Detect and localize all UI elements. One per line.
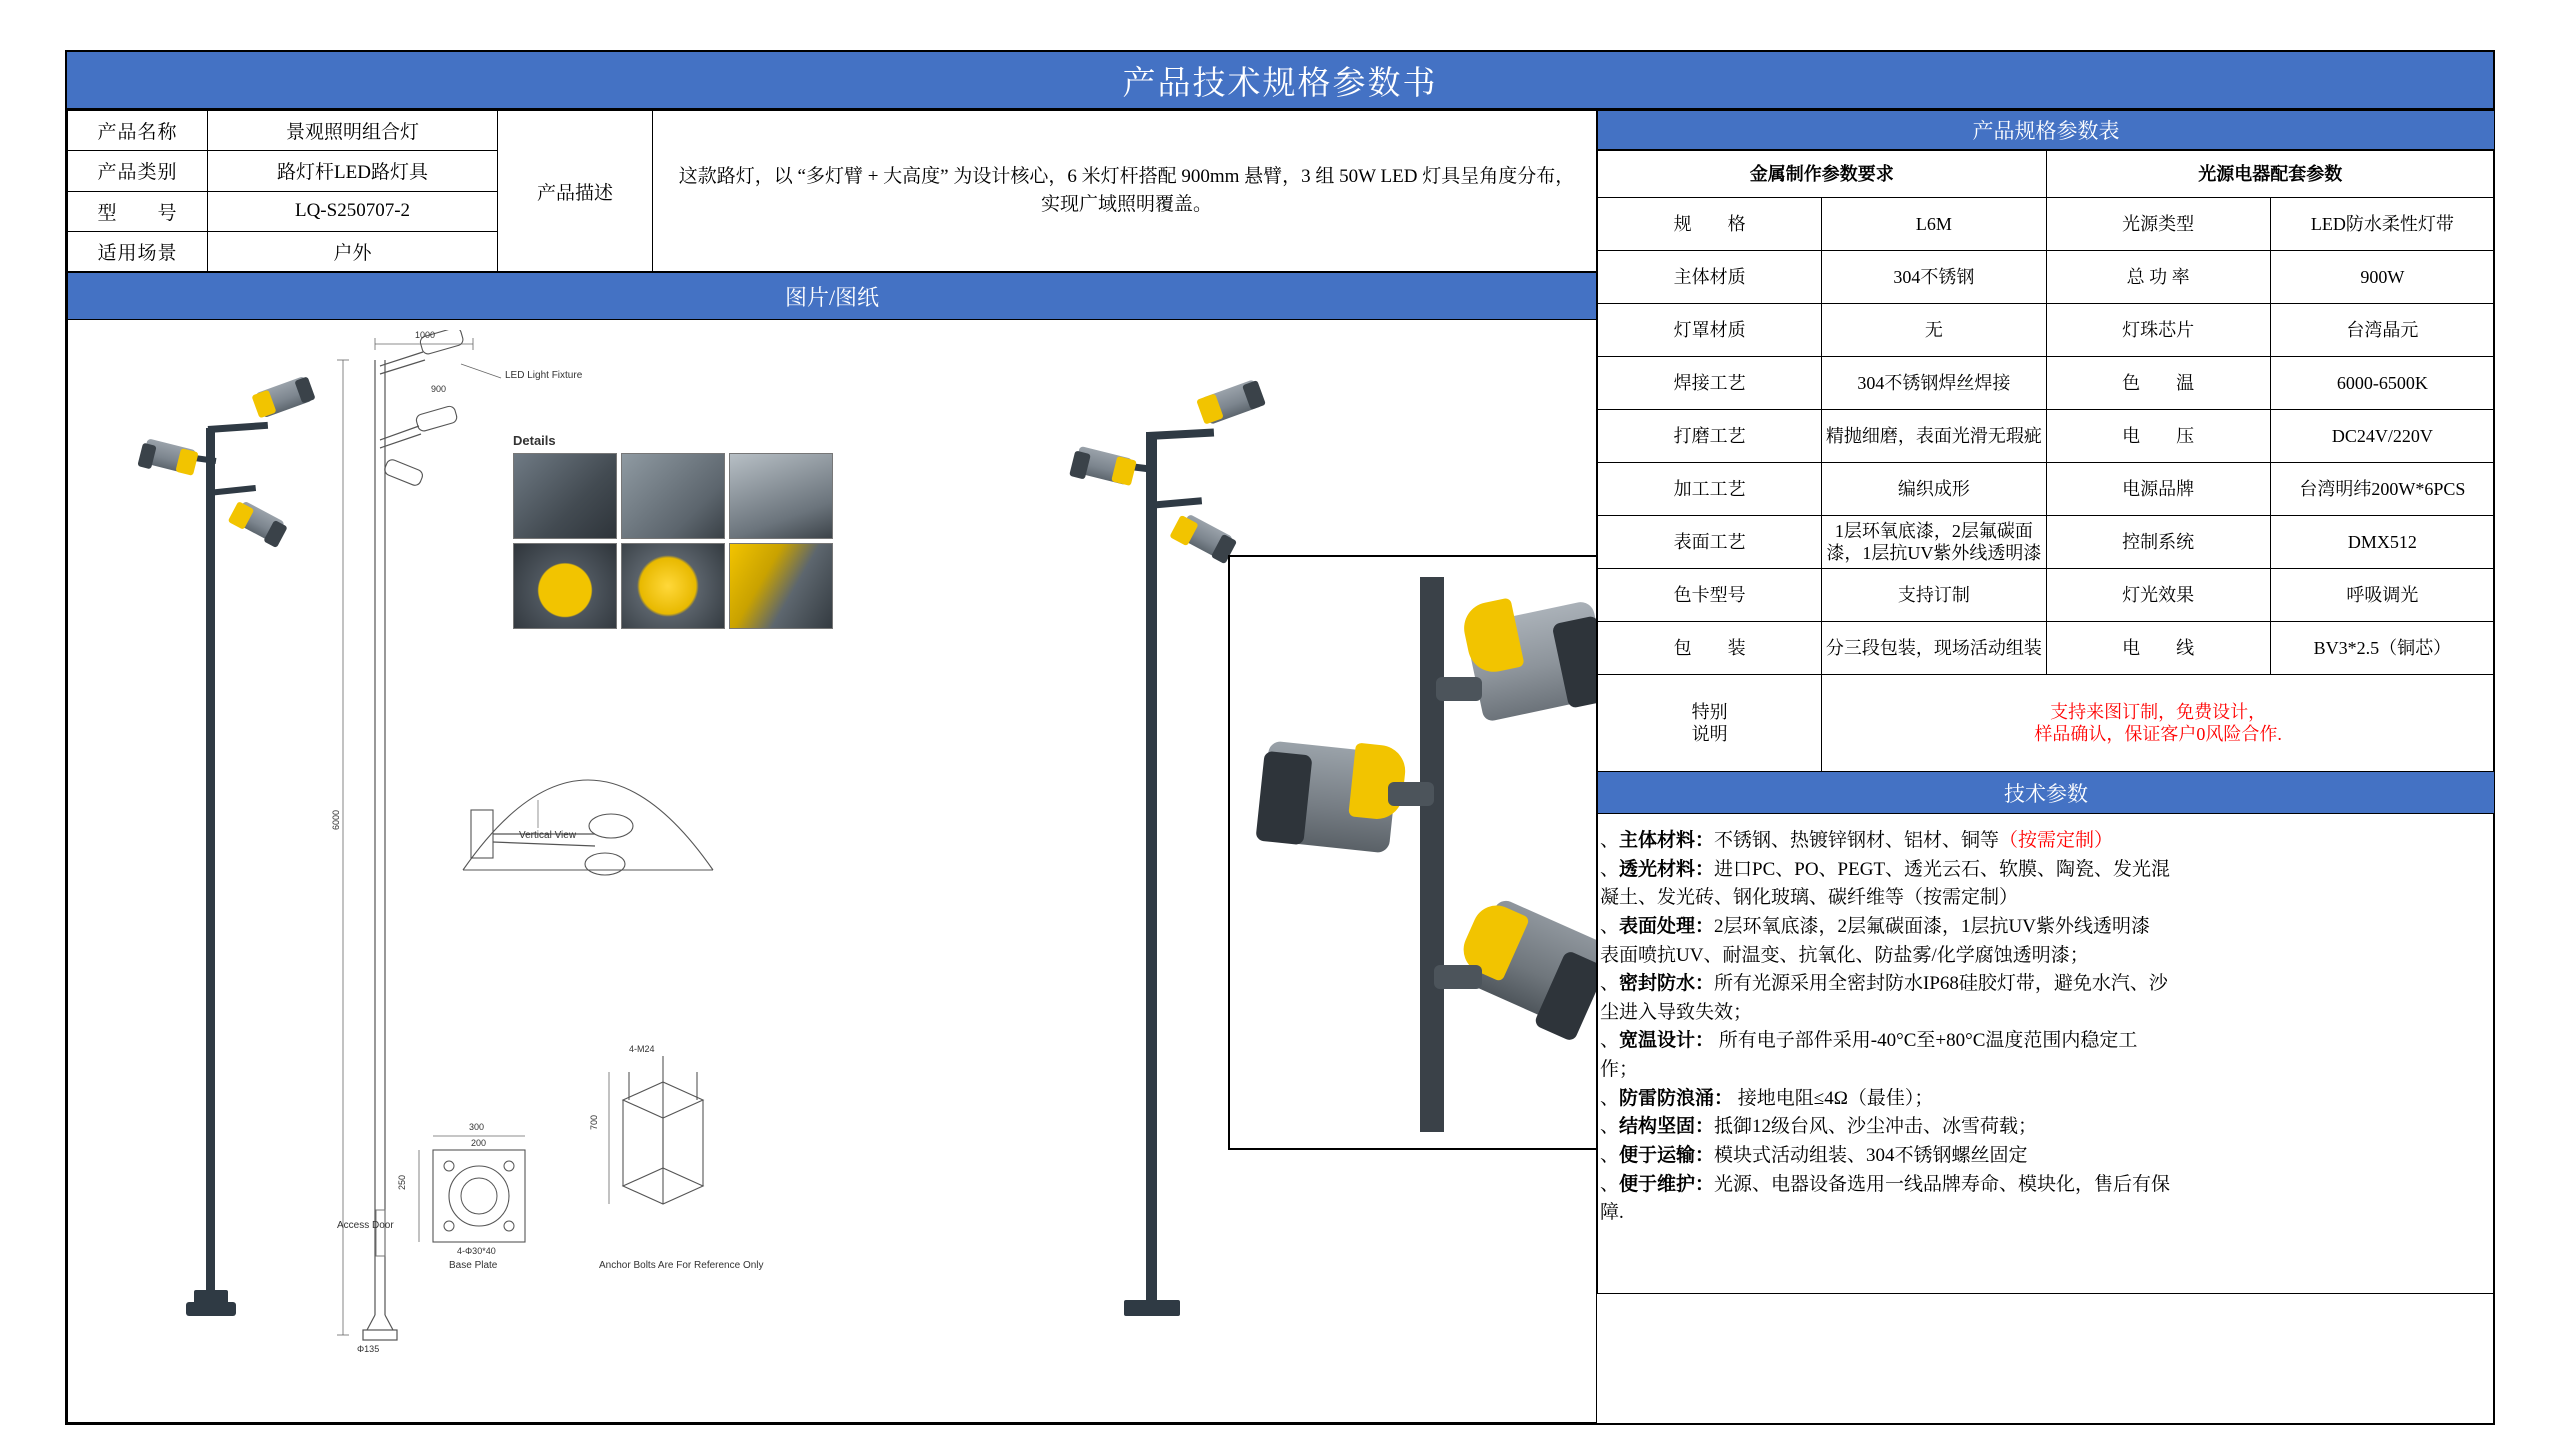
- tech-bullet: 、: [1600, 1116, 1620, 1138]
- closeup-pole: [1420, 577, 1444, 1132]
- spec-label-color-card: 色卡型号: [1598, 569, 1822, 622]
- table-row: [1598, 251, 2495, 304]
- scene-label: 适用场景: [68, 231, 208, 271]
- tech-text: 接地电阻≤4Ω（最佳）；: [1733, 1087, 1934, 1109]
- tech-item: [1600, 914, 2488, 940]
- tech-item: [1600, 828, 2488, 854]
- label-led-light-fixture: LED Light Fixture: [505, 370, 583, 381]
- right-column: [1597, 110, 2495, 1423]
- product-name-label: 产品名称: [68, 111, 208, 151]
- spec-value-processing: 编织成形: [1822, 463, 2046, 516]
- document-title-bar: [67, 52, 2493, 110]
- model-label: 型 号: [68, 191, 208, 231]
- pole-shaft: [206, 428, 215, 1308]
- detail-photo-3: [729, 453, 833, 539]
- detail-photo-5: [621, 543, 725, 629]
- tech-title: 密封防水：: [1619, 973, 1715, 995]
- tech-title: 防雷防浪涌：: [1619, 1087, 1734, 1109]
- dim-top: 1000: [415, 330, 436, 340]
- spec-value-light-effect: 呼吸调光: [2270, 569, 2494, 622]
- spec-sheet: [65, 50, 2495, 1425]
- tech-text: 光源、电器设备选用一线品牌寿命、模块化，售后有保: [1714, 1173, 2171, 1195]
- label-access-door: Access Door: [337, 1220, 394, 1231]
- picture-section-header: [67, 272, 1597, 320]
- tech-bullet: 、: [1600, 973, 1620, 995]
- tech-text: 凝土、发光砖、钢化玻璃、碳纤维等: [1600, 887, 1905, 909]
- spec-value-color-card: 支持订制: [1822, 569, 2046, 622]
- spec-table-header: [1597, 110, 2495, 150]
- dim-arm: 900: [431, 384, 447, 394]
- special-note-label-line1: 特别: [1691, 701, 1728, 722]
- lamp-arm-upper: [208, 422, 268, 433]
- spec-label-polishing: 打磨工艺: [1598, 410, 1822, 463]
- spec-value-surface: 1层环氧底漆，2层氟碳面漆，1层抗UV紫外线透明漆: [1822, 516, 2046, 569]
- special-note-row: [1598, 675, 2495, 772]
- table-row: [1598, 622, 2495, 675]
- tech-title: 表面处理：: [1619, 915, 1715, 937]
- table-row: [1598, 357, 2495, 410]
- spec-value-source-type: LED防水柔性灯带: [2270, 198, 2494, 251]
- special-note-line2: 样品确认，保证客户0风险合作.: [2034, 724, 2282, 744]
- spec-value-welding: 304不锈钢焊丝焊接: [1822, 357, 2046, 410]
- dim-height: 6000: [331, 809, 341, 830]
- tech-bullet: 、: [1600, 858, 1620, 880]
- spec-label-light-effect: 灯光效果: [2046, 569, 2270, 622]
- product-name-value: 景观照明组合灯: [208, 111, 498, 151]
- closeup-joint-left: [1388, 782, 1434, 806]
- spec-group-left: 金属制作参数要求: [1598, 151, 2047, 198]
- closeup-joint-bottom: [1434, 965, 1482, 989]
- tech-text: 不锈钢、热镀锌钢材、铝材、铜等: [1714, 830, 2000, 851]
- spec-value-voltage: DC24V/220V: [2270, 410, 2494, 463]
- tech-title: 主体材料：: [1619, 830, 1715, 851]
- tech-text: 抵御12级台风、沙尘冲击、冰雪荷载；: [1714, 1116, 2038, 1138]
- spec-value-cct: 6000-6500K: [2270, 357, 2494, 410]
- picture-section-title: 图片/图纸: [784, 284, 880, 310]
- table-row: [1598, 569, 2495, 622]
- spec-table: [1597, 150, 2495, 772]
- tech-text: 障.: [1600, 1202, 1624, 1224]
- spec-label-material: 主体材质: [1598, 251, 1822, 304]
- tech-title: 宽温设计：: [1619, 1030, 1715, 1052]
- spec-value-shade: 无: [1822, 304, 2046, 357]
- spec-value-polishing: 精抛细磨，表面光滑无瑕疵: [1822, 410, 2046, 463]
- product-category-value: 路灯杆LED路灯具: [208, 151, 498, 191]
- special-note-text: [1822, 675, 2495, 772]
- detail-photo-6: [729, 543, 833, 629]
- table-row: [1598, 151, 2495, 198]
- tech-item: [1600, 885, 2488, 911]
- tech-note: （按需定制）: [1999, 830, 2114, 851]
- tech-bullet: 、: [1600, 1145, 1620, 1167]
- table-row: [1598, 516, 2495, 569]
- special-note-label: [1598, 675, 1822, 772]
- tech-item: [1600, 1114, 2488, 1140]
- tech-text: 尘进入导致失效；: [1600, 1001, 1753, 1023]
- tech-note: （按需定制）: [1904, 887, 2019, 909]
- dim-base-1: 300: [469, 1122, 485, 1132]
- tech-item: [1600, 1086, 2488, 1112]
- dim-base-2: 200: [471, 1138, 487, 1148]
- dim-anchor-length: 700: [589, 1114, 599, 1130]
- spec-value-packing: 分三段包装，现场活动组装: [1822, 622, 2046, 675]
- tech-item: [1600, 1028, 2488, 1054]
- page-title: 产品技术规格参数书: [1122, 65, 1438, 102]
- product-info-block: [67, 110, 1597, 272]
- tech-text: 所有光源采用全密封防水IP68硅胶灯带，避免水汽、沙: [1714, 973, 2168, 995]
- pole-base: [186, 1302, 236, 1316]
- tech-bullet: 、: [1600, 1087, 1620, 1109]
- tech-text: 表面喷抗UV、耐温变、抗氧化、防盐雾/化学腐蚀透明漆；: [1600, 944, 2089, 966]
- tech-item: [1600, 1200, 2488, 1226]
- tech-bullet: 、: [1600, 830, 1620, 851]
- tech-text: 模块式活动组装、304不锈钢螺丝固定: [1714, 1145, 2028, 1167]
- spec-value-power: 900W: [2270, 251, 2494, 304]
- dim-anchor: 4-M24: [629, 1044, 655, 1054]
- spec-label-power: 总 功 率: [2046, 251, 2270, 304]
- spec-label-processing: 加工工艺: [1598, 463, 1822, 516]
- spec-value-wire: BV3*2.5（铜芯）: [2270, 622, 2494, 675]
- closeup-joint-top: [1436, 677, 1482, 701]
- tech-section-header: [1597, 772, 2495, 814]
- tech-item: [1600, 857, 2488, 883]
- tech-section-body: [1597, 814, 2495, 1294]
- spec-label-shade: 灯罩材质: [1598, 304, 1822, 357]
- detail-photo-2: [621, 453, 725, 539]
- special-note-line1: 支持来图订制，免费设计，: [2050, 701, 2267, 722]
- tech-text: 所有电子部件采用-40°C至+80°C温度范围内稳定工: [1714, 1030, 2138, 1052]
- closeup-photo: [1228, 555, 1597, 1150]
- tech-text: 作；: [1600, 1059, 1639, 1081]
- tech-item: [1600, 971, 2488, 997]
- special-note-label-line2: 说明: [1691, 724, 1728, 744]
- spec-label-welding: 焊接工艺: [1598, 357, 1822, 410]
- label-vertical-view: Vertical View: [519, 830, 577, 841]
- description-value: 这款路灯，以 “多灯臂 + 大高度” 为设计核心，6 米灯杆搭配 900mm 悬臂，3 组 50W LED 灯具呈角度分布，实现广域照明覆盖。: [653, 111, 1597, 272]
- spec-label-packing: 包 装: [1598, 622, 1822, 675]
- pole-base-collar: [194, 1290, 228, 1304]
- model-value: LQ-S250707-2: [208, 191, 498, 231]
- product-info-table: [67, 110, 1597, 272]
- spec-value-spec: L6M: [1822, 198, 2046, 251]
- dim-base-3: 250: [397, 1174, 407, 1190]
- tech-item: [1600, 1172, 2488, 1198]
- dim-bottom: Φ135: [357, 1344, 380, 1354]
- spec-label-source-type: 光源类型: [2046, 198, 2270, 251]
- spec-value-control: DMX512: [2270, 516, 2494, 569]
- closeup-lamp-face-left: [1255, 751, 1312, 846]
- scene-value: 户外: [208, 231, 498, 271]
- tech-title: 便于运输：: [1619, 1145, 1715, 1167]
- table-row: [68, 111, 1597, 151]
- spec-label-surface: 表面工艺: [1598, 516, 1822, 569]
- spec-table-title: 产品规格参数表: [1972, 119, 2120, 143]
- tech-item: [1600, 1057, 2488, 1083]
- detail-photo-1: [513, 453, 617, 539]
- detail-photo-4: [513, 543, 617, 629]
- table-row: [1598, 304, 2495, 357]
- spec-value-material: 304不锈钢: [1822, 251, 2046, 304]
- tech-item: [1600, 943, 2488, 969]
- tech-title: 结构坚固：: [1619, 1116, 1715, 1138]
- spec-value-chip: 台湾晶元: [2270, 304, 2494, 357]
- spec-label-wire: 电 线: [2046, 622, 2270, 675]
- label-anchor-note: Anchor Bolts Are For Reference Only: [599, 1260, 764, 1271]
- label-details: Details: [513, 433, 556, 448]
- tech-title: 便于维护：: [1619, 1173, 1715, 1195]
- tech-bullet: 、: [1600, 1173, 1620, 1195]
- details-photo-cluster: [513, 433, 843, 675]
- render-pole-base: [1124, 1300, 1180, 1316]
- tech-section-title: 技术参数: [2004, 781, 2088, 806]
- product-category-label: 产品类别: [68, 151, 208, 191]
- render-pole-shaft: [1146, 432, 1157, 1308]
- tech-text: 进口PC、PO、PEGT、透光云石、软膜、陶瓷、发光混: [1714, 858, 2171, 880]
- description-label: 产品描述: [498, 111, 653, 272]
- picture-section-body: [67, 320, 1597, 1423]
- tech-text: 2层环氧底漆，2层氟碳面漆，1层抗UV紫外线透明漆: [1714, 915, 2150, 937]
- spec-group-right: 光源电器配套参数: [2046, 151, 2495, 198]
- table-row: [1598, 198, 2495, 251]
- table-row: [1598, 463, 2495, 516]
- tech-item: [1600, 1143, 2488, 1169]
- render-arm-upper: [1148, 429, 1214, 440]
- tech-bullet: 、: [1600, 1030, 1620, 1052]
- spec-label-chip: 灯珠芯片: [2046, 304, 2270, 357]
- spec-label-cct: 色 温: [2046, 357, 2270, 410]
- spec-label-voltage: 电 压: [2046, 410, 2270, 463]
- tech-bullet: 、: [1600, 915, 1620, 937]
- spec-value-driver-brand: 台湾明纬200W*6PCS: [2270, 463, 2494, 516]
- spec-label-driver-brand: 电源品牌: [2046, 463, 2270, 516]
- spec-label-control: 控制系统: [2046, 516, 2270, 569]
- table-row: [1598, 410, 2495, 463]
- tech-item: [1600, 1000, 2488, 1026]
- spec-label-spec: 规 格: [1598, 198, 1822, 251]
- label-base-plate: Base Plate: [449, 1260, 498, 1271]
- tech-title: 透光材料：: [1619, 858, 1715, 880]
- dim-base-4: 4-Φ30*40: [457, 1246, 496, 1256]
